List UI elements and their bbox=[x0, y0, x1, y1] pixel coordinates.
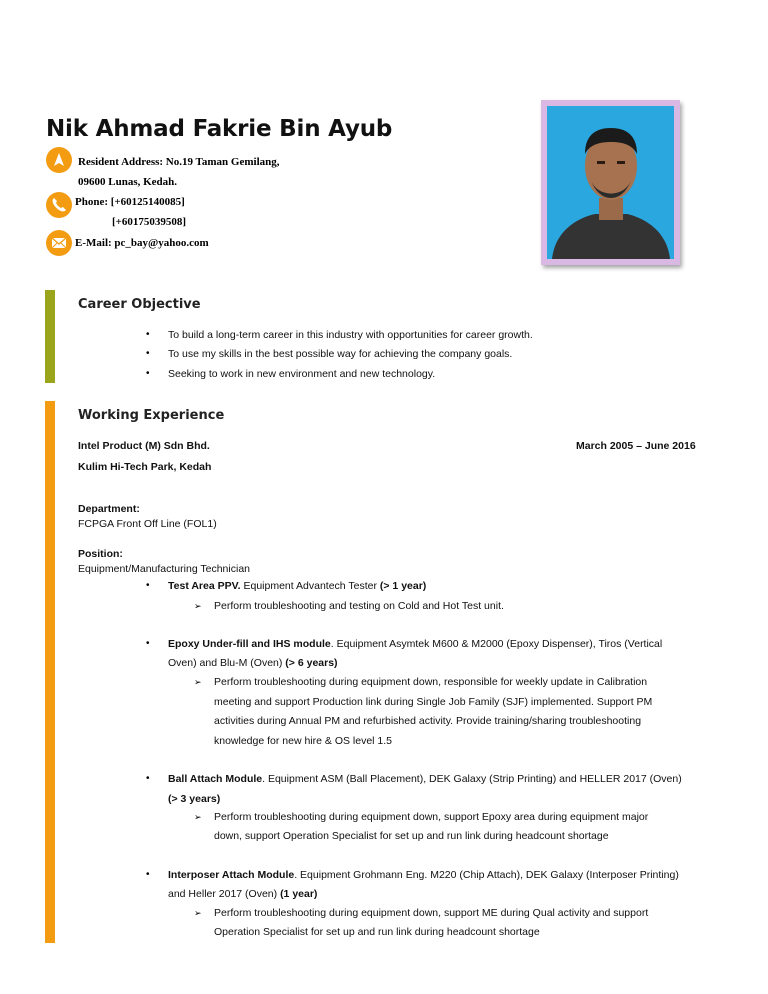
bullet-icon: • bbox=[146, 869, 150, 880]
phone-line-2: [+60175039508] bbox=[112, 216, 187, 228]
department-value: FCPGA Front Off Line (FOL1) bbox=[78, 518, 217, 530]
experience-entry-line: Ball Attach Module. Equipment ASM (Ball Placement), DEK Galaxy (Strip Printing) and HELLER 2017 (Oven) bbox=[168, 773, 682, 785]
experience-entry-line: Oven) and Blu-M (Oven) (> 6 years) bbox=[168, 657, 338, 669]
career-item: To use my skills in the best possible way for achieving the company goals. bbox=[168, 348, 513, 360]
department-label: Department: bbox=[78, 503, 140, 515]
career-item: To build a long-term career in this industry with opportunities for career growth. bbox=[168, 329, 533, 341]
bullet-icon: • bbox=[146, 368, 150, 379]
employment-dates: March 2005 – June 2016 bbox=[576, 440, 696, 452]
experience-detail: Perform troubleshooting during equipment down, support ME during Qual activity and support bbox=[214, 907, 649, 919]
experience-detail: Perform troubleshooting during equipment down, responsible for weekly update in Calibration bbox=[214, 676, 648, 688]
career-section-accent-bar bbox=[45, 290, 55, 383]
bullet-icon: • bbox=[146, 638, 150, 649]
address-line-2: 09600 Lunas, Kedah. bbox=[78, 176, 178, 188]
experience-entry-line: Test Area PPV. Equipment Advantech Tester (> 1 year) bbox=[168, 580, 427, 592]
address-line-1: Resident Address: No.19 Taman Gemilang, bbox=[78, 156, 280, 168]
company-name: Intel Product (M) Sdn Bhd. bbox=[78, 440, 210, 452]
arrowhead-bullet-icon: ➢ bbox=[194, 908, 202, 918]
experience-duration: (> 3 years) bbox=[168, 793, 221, 805]
experience-detail: activities during Annual PM and refurbished activity. Provide training/sharing troubleshooting bbox=[214, 715, 642, 727]
position-label: Position: bbox=[78, 548, 123, 560]
experience-section-accent-bar bbox=[45, 401, 55, 943]
bullet-icon: • bbox=[146, 773, 150, 784]
experience-entry-line: Interposer Attach Module. Equipment Grohmann Eng. M220 (Chip Attach), DEK Galaxy (Interposer Printing) bbox=[168, 869, 679, 881]
bullet-icon: • bbox=[146, 329, 150, 340]
envelope-icon bbox=[46, 230, 72, 256]
navigation-arrow-icon bbox=[46, 147, 72, 173]
experience-detail: Perform troubleshooting and testing on Cold and Hot Test unit. bbox=[214, 600, 504, 612]
experience-detail: knowledge for new hire & OS level 1.5 bbox=[214, 735, 393, 747]
experience-detail: Perform troubleshooting during equipment down, support Epoxy area during equipment major bbox=[214, 811, 649, 823]
phone-icon bbox=[46, 192, 72, 218]
experience-entry-line: Epoxy Under-fill and IHS module. Equipment Asymtek M600 & M2000 (Epoxy Dispenser), Tiros (Vertical bbox=[168, 638, 663, 650]
career-objective-heading: Career Objective bbox=[78, 297, 201, 312]
experience-detail: down, support Operation Specialist for set up and run link during headcount shortage bbox=[214, 830, 609, 842]
working-experience-heading: Working Experience bbox=[78, 408, 225, 423]
company-location: Kulim Hi-Tech Park, Kedah bbox=[78, 461, 212, 473]
email-line: E-Mail: pc_bay@yahoo.com bbox=[75, 237, 209, 249]
profile-photo-frame bbox=[541, 100, 680, 265]
arrowhead-bullet-icon: ➢ bbox=[194, 601, 202, 611]
phone-line-1: Phone: [+60125140085] bbox=[75, 196, 185, 208]
experience-detail: Operation Specialist for set up and run link during headcount shortage bbox=[214, 926, 540, 938]
position-value: Equipment/Manufacturing Technician bbox=[78, 563, 250, 575]
career-item: Seeking to work in new environment and new technology. bbox=[168, 368, 436, 380]
experience-detail: meeting and support Production link during Single Job Family (SJF) implemented. Support PM bbox=[214, 696, 653, 708]
profile-photo bbox=[547, 106, 674, 259]
bullet-icon: • bbox=[146, 580, 150, 591]
bullet-icon: • bbox=[146, 348, 150, 359]
arrowhead-bullet-icon: ➢ bbox=[194, 812, 202, 822]
candidate-name: Nik Ahmad Fakrie Bin Ayub bbox=[46, 116, 393, 142]
experience-entry-line: and Heller 2017 (Oven) (1 year) bbox=[168, 888, 318, 900]
arrowhead-bullet-icon: ➢ bbox=[194, 677, 202, 687]
